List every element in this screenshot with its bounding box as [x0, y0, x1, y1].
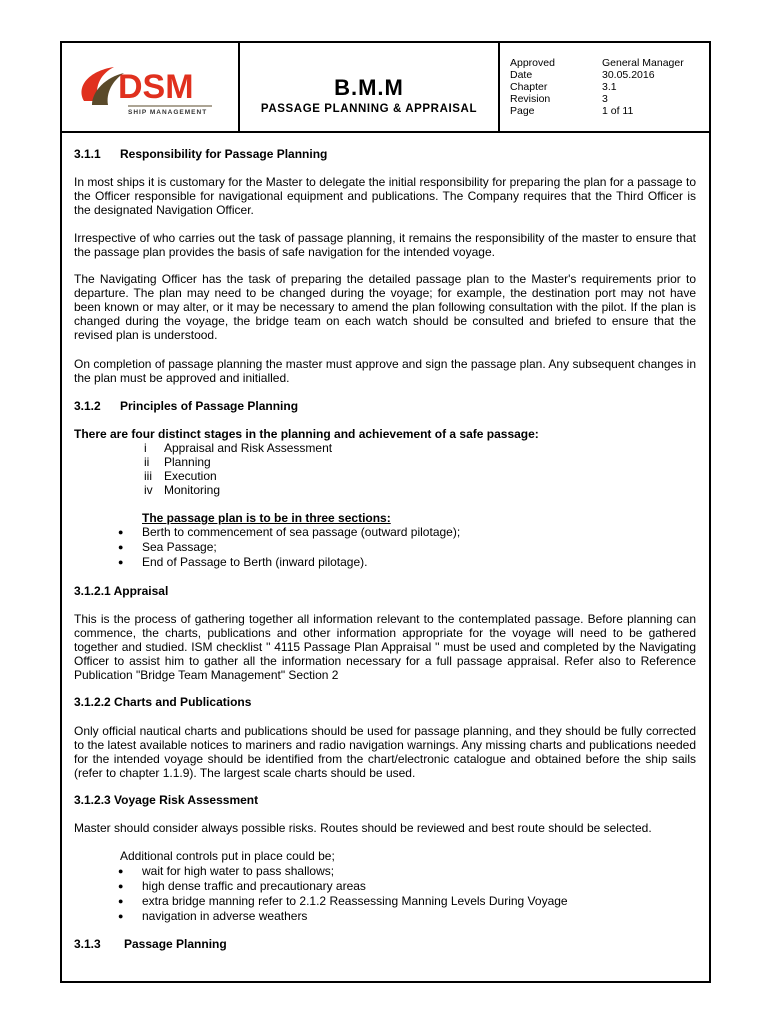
bullet-icon: ●: [118, 866, 124, 876]
heading-3-1-2-2: 3.1.2.2 Charts and Publications: [74, 695, 252, 709]
document-subtitle: PASSAGE PLANNING & APPRAISAL: [260, 103, 478, 115]
heading-3-1-2-1: 3.1.2.1 Appraisal: [74, 584, 169, 598]
heading-3-1-3: 3.1.3 Passage Planning: [74, 937, 227, 951]
logo-subtext: SHIP MANAGEMENT: [128, 109, 208, 116]
bullet-icon: ●: [118, 542, 124, 552]
document-page: DSM SHIP MANAGEMENT B.M.M PASSAGE PLANNING & APPRAISAL Approved General Manager Date 30.05.2016 Chapter 3.1 Revision 3 Page 1 of 11 3.1.1 Responsibility for Passage Planning In most ships it is customary for the Master to delegate the initial responsibility for preparing the plan for a passage to the Officer responsible for navigational equipment and publications. The Company requires that the Third Officer is the designated Navigation Officer. Irrespective of who carries out the task of passage planning, it remains the responsibility of the master to ensure that the passage plan provides the basis of safe navigation for the intended voyage. The Navigating Officer has the task of preparing the detailed passage plan to the Master's requirements prior to departure. The plan may need to be changed during the voyage; for example, the destination port may not have been known or may alter, or it may be necessary to amend the plan following consultation with the pilot. If the plan is changed during the voyage, the bridge team on each watch should be consulted and briefed to ensure that the revised plan is understood. On completion of passage planning the master must approve and sign the passage plan. Any subsequent changes in the plan must be approved and initialled. 3.1.2 Principles of Passage Planning There are four distinct stages in the planning and achievement of a safe passage: i Appraisal and Risk Assessment ii Planning iii Execution iv Monitoring The passage plan is to be in three sections: ● Berth to commencement of sea passage (outward pilotage); ● Sea Passage; ● End of Passage to Berth (inward pilotage). 3.1.2.1 Appraisal This is the process of gathering together all information relevant to the contemplated passage. Before planning can commence, the charts, publications and other information appropriate for the voyage will need to be gathered together and studied. ISM checklist '' 4115 Passage Plan Appraisal '' must be used and completed by the Navigating Officer to assist him to gather all the information necessary for a full passage appraisal. Refer also to Reference Publication "Bridge Team Management" Section 2 3.1.2.2 Charts and Publications Only official nautical charts and publications should be used for passage planning, and they should be fully corrected to the latest available notices to mariners and radio navigation warnings. Any missing charts and publications needed for the intended voyage should be identified from the chart/electronic catalogue and obtained before the ship sails (refer to chapter 1.1.9). The largest scale charts should be used. 3.1.2.3 Voyage Risk Assessment Master should consider always possible risks. Routes should be reviewed and best route should be selected. Additional controls put in place could be; ● wait for high water to pass shallows; ● high dense traffic and precautionary areas ● extra bridge manning refer to 2.1.2 Reassessing Manning Levels During Voyage ● navigation in adverse weathers 3.1.3 Passage Planning: [60, 41, 711, 983]
paragraph: This is the process of gathering together all information relevant to the contemplated passage. Before planning can commence, the charts, publications and other information appropriate for the voyage will need to be gathered together and studied. ISM checklist '' 4115 Passage Plan Appraisal '' must be used and completed by the Navigating Officer to assist him to gather all the information necessary for a full passage appraisal. Refer also to Reference Publication "Bridge Team Management" Section 2: [74, 612, 696, 682]
logo-text: DSM: [118, 68, 194, 106]
paragraph: The Navigating Officer has the task of preparing the detailed passage plan to the Master's requirements prior to departure. The plan may need to be changed during the voyage; for example, the destination port may not have been known or may alter, or it may be necessary to amend the plan following consultation with the pilot. If the plan is changed during the voyage, the bridge team on each watch should be consulted and briefed to ensure that the revised plan is understood.: [74, 272, 696, 342]
company-logo: [62, 43, 238, 131]
bullet-icon: ●: [118, 881, 124, 891]
logo-cell: [62, 43, 240, 131]
sections-title: The passage plan is to be in three sections:: [142, 511, 391, 525]
document-meta: Approved General Manager Date 30.05.2016 Chapter 3.1 Revision 3 Page 1 of 11: [510, 57, 684, 117]
document-header: [62, 43, 709, 133]
paragraph: Only official nautical charts and publications should be used for passage planning, and they should be fully corrected to the latest available notices to mariners and radio navigation warnings. Any missing charts and publications needed for the intended voyage should be identified from the chart/electronic catalogue and obtained before the ship sails (refer to chapter 1.1.9). The largest scale charts should be used.: [74, 724, 696, 780]
heading-3-1-2-3: 3.1.2.3 Voyage Risk Assessment: [74, 793, 259, 807]
bullet-icon: ●: [118, 557, 124, 567]
paragraph: On completion of passage planning the master must approve and sign the passage plan. Any subsequent changes in the plan must be approved and initialled.: [74, 357, 696, 385]
heading-3-1-2: 3.1.2 Principles of Passage Planning: [74, 399, 299, 413]
document-title: B.M.M: [334, 75, 404, 100]
controls-intro: Additional controls put in place could be;: [120, 849, 335, 863]
title-cell: [240, 43, 500, 131]
bullet-icon: ●: [118, 527, 124, 537]
heading-3-1-1: 3.1.1 Responsibility for Passage Planning: [74, 147, 328, 161]
bullet-icon: ●: [118, 911, 124, 921]
paragraph: Irrespective of who carries out the task of passage planning, it remains the responsibility of the master to ensure that the passage plan provides the basis of safe navigation for the intended voyage.: [74, 231, 696, 259]
paragraph: Master should consider always possible risks. Routes should be reviewed and best route should be selected.: [74, 821, 652, 835]
paragraph: In most ships it is customary for the Master to delegate the initial responsibility for preparing the plan for a passage to the Officer responsible for navigational equipment and publications. The Company requires that the Third Officer is the designated Navigation Officer.: [74, 175, 696, 217]
stages-intro: There are four distinct stages in the planning and achievement of a safe passage:: [74, 427, 539, 441]
bullet-icon: ●: [118, 896, 124, 906]
